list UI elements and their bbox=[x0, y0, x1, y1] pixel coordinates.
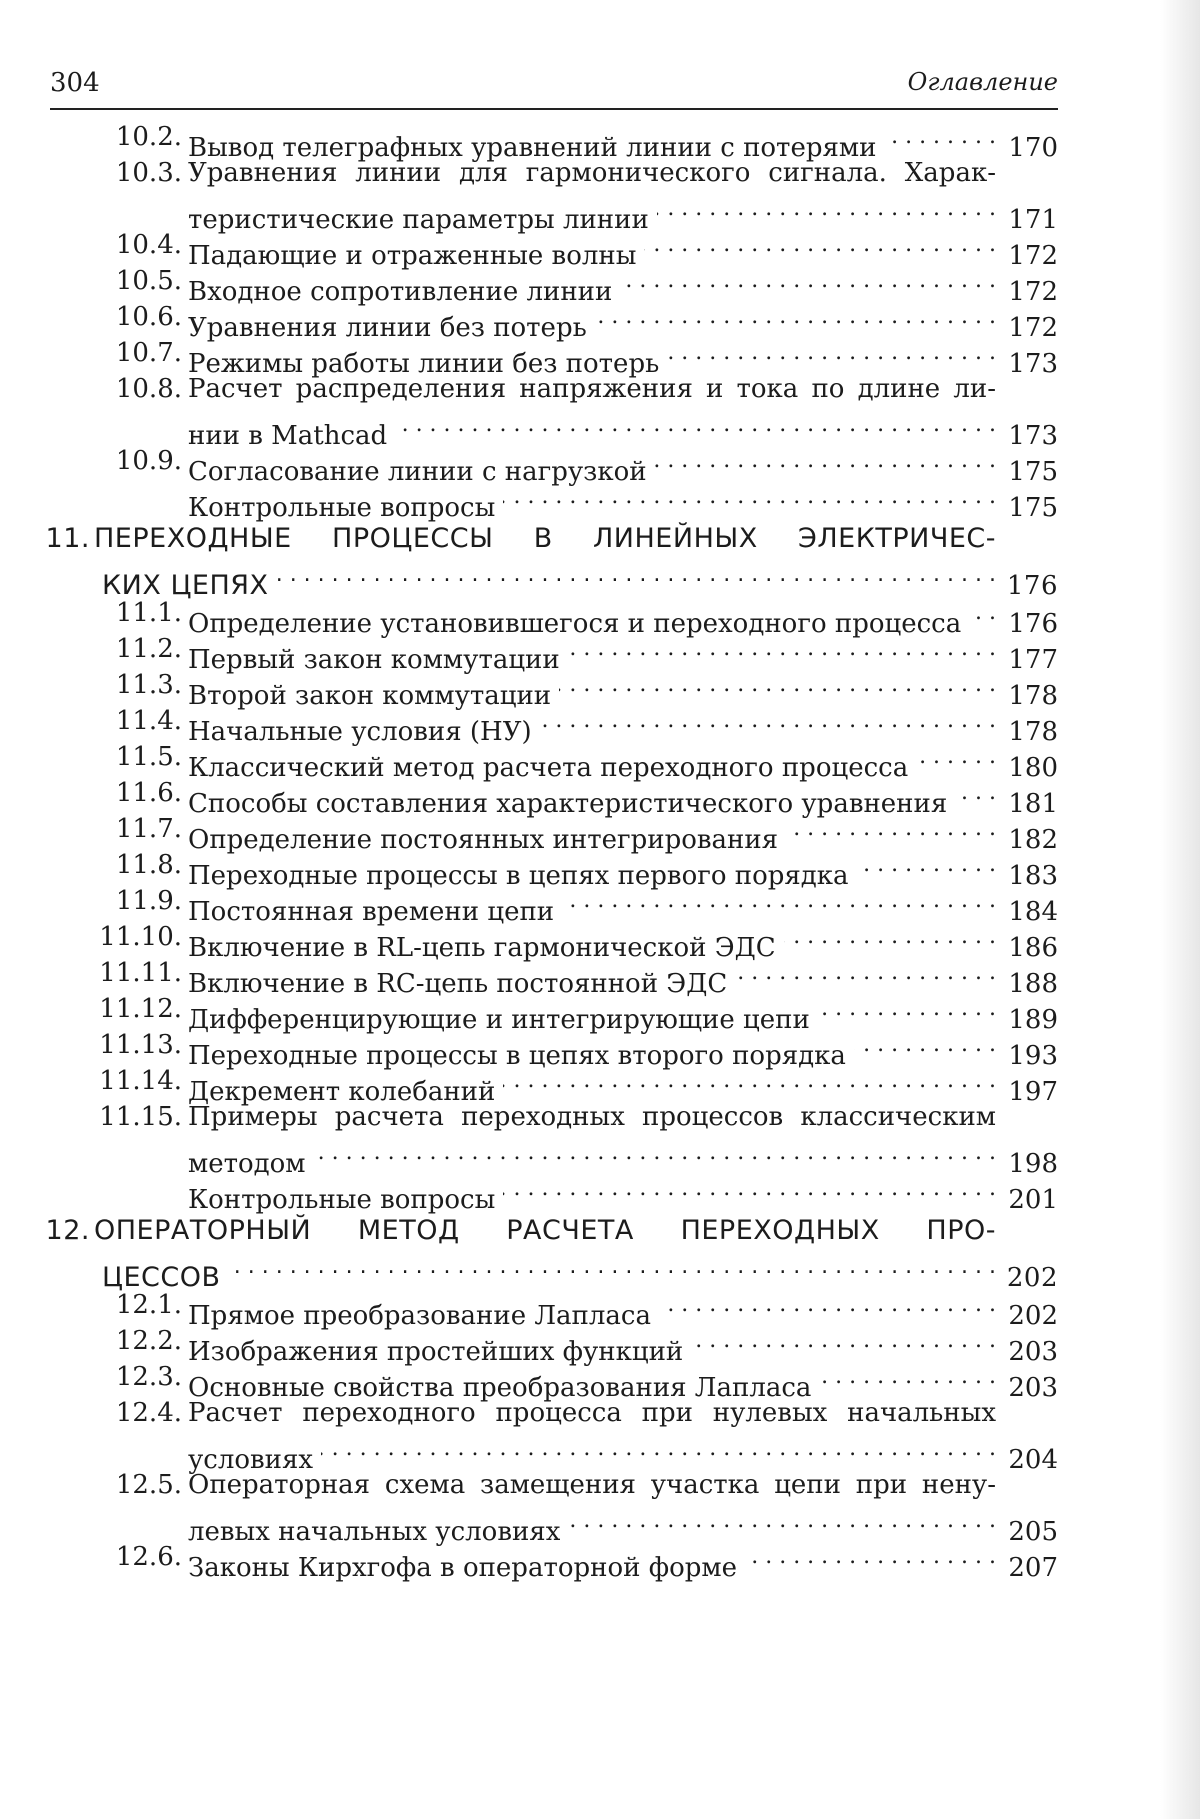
entry-page: 172 bbox=[1008, 241, 1058, 271]
header-rule bbox=[50, 108, 1058, 110]
section-number bbox=[50, 1286, 182, 1324]
section-number bbox=[50, 118, 182, 156]
toc-line bbox=[188, 370, 996, 408]
number-text: 11. bbox=[45, 523, 90, 554]
entry-page: 175 bbox=[1008, 493, 1058, 523]
number-text: 12.2. bbox=[115, 1326, 182, 1356]
toc-line bbox=[94, 1212, 996, 1250]
dot-leader bbox=[969, 594, 996, 632]
entry-title: Декремент колебаний bbox=[188, 1077, 496, 1107]
dot-leader bbox=[620, 262, 996, 300]
dot-leader bbox=[540, 702, 996, 740]
number-text: 11.9. bbox=[115, 886, 182, 916]
dot-leader bbox=[819, 1358, 996, 1396]
entry-title: ОПЕРАТОРНЫЙ МЕТОД РАСЧЕТА ПЕРЕХОДНЫХ ПРО- bbox=[94, 1215, 996, 1246]
entry-page: 183 bbox=[1008, 861, 1058, 891]
page-number: 304 bbox=[50, 68, 100, 98]
section-number bbox=[50, 1538, 182, 1576]
toc-line bbox=[188, 738, 1058, 783]
entry-page: 182 bbox=[1008, 825, 1058, 855]
section-number bbox=[50, 702, 182, 740]
toc-line bbox=[188, 1322, 1058, 1367]
toc-line bbox=[188, 442, 1058, 487]
dot-leader bbox=[229, 1248, 996, 1286]
entry-title: Режимы работы линии без потерь bbox=[188, 349, 660, 379]
entry-title: Расчет переходного процесса при нулевых начальных bbox=[188, 1398, 996, 1428]
entry-page: 176 bbox=[1006, 571, 1058, 601]
dot-leader bbox=[655, 442, 996, 480]
toc-line bbox=[188, 1358, 1058, 1403]
number-text: 11.8. bbox=[115, 850, 182, 880]
entry-page: 203 bbox=[1008, 1337, 1058, 1367]
entry-page: 172 bbox=[1008, 313, 1058, 343]
dot-leader bbox=[857, 846, 996, 884]
toc-line bbox=[188, 334, 1058, 379]
toc-line bbox=[188, 1466, 996, 1504]
toc-line bbox=[188, 1430, 1058, 1475]
entry-page: 186 bbox=[1008, 933, 1058, 963]
entry-title: Первый закон коммутации bbox=[188, 645, 560, 675]
entry-page: 193 bbox=[1008, 1041, 1058, 1071]
entry-page: 173 bbox=[1008, 421, 1058, 451]
toc-line bbox=[188, 1098, 996, 1136]
entry-title: Начальные условия (НУ) bbox=[188, 717, 532, 747]
dot-leader bbox=[314, 1134, 996, 1172]
toc-line bbox=[188, 882, 1058, 927]
toc-line bbox=[188, 298, 1058, 343]
entry-page: 207 bbox=[1008, 1553, 1058, 1583]
dot-leader bbox=[657, 190, 996, 228]
entry-title: Постоянная времени цепи bbox=[188, 897, 555, 927]
entry-title: нии в Mathcad bbox=[188, 421, 388, 451]
toc-line bbox=[188, 630, 1058, 675]
number-text: 10.6. bbox=[115, 302, 182, 332]
section-number bbox=[50, 262, 182, 300]
toc-line bbox=[188, 1538, 1058, 1583]
entry-page: 204 bbox=[1008, 1445, 1058, 1475]
entry-page: 178 bbox=[1008, 717, 1058, 747]
toc-line bbox=[188, 154, 996, 192]
number-text: 10.3. bbox=[115, 158, 182, 188]
dot-leader bbox=[568, 1502, 996, 1540]
dot-leader bbox=[786, 810, 996, 848]
number-text: 10.5. bbox=[115, 266, 182, 296]
number-text: 10.2. bbox=[115, 122, 182, 152]
number-text: 11.6. bbox=[115, 778, 182, 808]
entry-title: Падающие и отраженные волны bbox=[188, 241, 637, 271]
toc-line bbox=[188, 666, 1058, 711]
entry-page: 188 bbox=[1008, 969, 1058, 999]
entry-title: методом bbox=[188, 1149, 306, 1179]
toc-line bbox=[188, 810, 1058, 855]
number-text: 11.13. bbox=[99, 1030, 182, 1060]
entry-title: Включение в RC-цепь постоянной ЭДС bbox=[188, 969, 728, 999]
dot-leader bbox=[884, 118, 996, 156]
toc-line bbox=[188, 594, 1058, 639]
section-number bbox=[50, 594, 182, 632]
entry-title: Прямое преобразование Лапласа bbox=[188, 1301, 651, 1331]
section-number bbox=[50, 1098, 182, 1136]
dot-leader bbox=[595, 298, 996, 336]
running-header bbox=[50, 68, 1058, 108]
number-text: 11.10. bbox=[99, 922, 182, 952]
toc-line bbox=[188, 262, 1058, 307]
number-text: 10.8. bbox=[115, 374, 182, 404]
toc-line bbox=[188, 226, 1058, 271]
number-text: 11.12. bbox=[99, 994, 182, 1024]
dot-leader bbox=[559, 666, 996, 704]
number-text: 10.4. bbox=[115, 230, 182, 260]
dot-leader bbox=[916, 738, 996, 776]
number-text: 12. bbox=[45, 1215, 90, 1246]
number-text: 12.1. bbox=[115, 1290, 182, 1320]
number-text: 12.3. bbox=[115, 1362, 182, 1392]
section-number bbox=[50, 630, 182, 668]
entry-title: ПЕРЕХОДНЫЕ ПРОЦЕССЫ В ЛИНЕЙНЫХ ЭЛЕКТРИЧЕС- bbox=[94, 523, 996, 554]
toc-line bbox=[188, 406, 1058, 451]
toc-line bbox=[188, 478, 1058, 523]
dot-leader bbox=[745, 1538, 996, 1576]
entry-page: 198 bbox=[1008, 1149, 1058, 1179]
entry-title: Переходные процессы в цепях первого порядка bbox=[188, 861, 849, 891]
toc-line bbox=[188, 1026, 1058, 1071]
entry-page: 189 bbox=[1008, 1005, 1058, 1035]
entry-title: Переходные процессы в цепях второго порядка bbox=[188, 1041, 846, 1071]
entry-page: 181 bbox=[1008, 789, 1058, 819]
number-text: 11.15. bbox=[99, 1102, 182, 1132]
number-text: 11.7. bbox=[115, 814, 182, 844]
section-number bbox=[50, 442, 182, 480]
toc-line bbox=[188, 918, 1058, 963]
entry-page: 180 bbox=[1008, 753, 1058, 783]
toc-line bbox=[188, 1502, 1058, 1547]
number-text: 12.4. bbox=[115, 1398, 182, 1428]
entry-page: 202 bbox=[1008, 1301, 1058, 1331]
toc-line bbox=[188, 190, 1058, 235]
number-text: 11.3. bbox=[115, 670, 182, 700]
entry-title: Дифференцирующие и интегрирующие цепи bbox=[188, 1005, 810, 1035]
dot-leader bbox=[691, 1322, 996, 1360]
dot-leader bbox=[503, 1062, 996, 1100]
toc-line bbox=[188, 846, 1058, 891]
section-number bbox=[50, 774, 182, 812]
toc-line bbox=[188, 1394, 996, 1432]
section-number bbox=[50, 738, 182, 776]
entry-title: Уравнения линии без потерь bbox=[188, 313, 587, 343]
entry-page: 205 bbox=[1008, 1517, 1058, 1547]
entry-title: Законы Кирхгофа в операторной форме bbox=[188, 1553, 737, 1583]
number-text: 11.11. bbox=[99, 958, 182, 988]
section-number bbox=[50, 954, 182, 992]
dot-leader bbox=[503, 1170, 996, 1208]
entry-title: Вывод телеграфных уравнений линии с потерями bbox=[188, 133, 877, 163]
entry-page: 175 bbox=[1008, 457, 1058, 487]
dot-leader bbox=[955, 774, 996, 812]
entry-page: 171 bbox=[1008, 205, 1058, 235]
toc-line bbox=[188, 1134, 1058, 1179]
dot-leader bbox=[784, 918, 996, 956]
section-number bbox=[50, 666, 182, 704]
number-text: 11.14. bbox=[99, 1066, 182, 1096]
number-text: 11.2. bbox=[115, 634, 182, 664]
section-number bbox=[50, 1322, 182, 1360]
section-number bbox=[50, 1394, 182, 1432]
toc-line bbox=[102, 556, 1058, 601]
entry-page: 177 bbox=[1008, 645, 1058, 675]
dot-leader bbox=[277, 556, 996, 594]
dot-leader bbox=[854, 1026, 996, 1064]
entry-page: 184 bbox=[1008, 897, 1058, 927]
section-number bbox=[50, 154, 182, 192]
toc-line bbox=[188, 118, 1058, 163]
entry-title: Операторная схема замещения участка цепи при нену- bbox=[188, 1470, 996, 1500]
entry-title: Определение установившегося и переходного процесса bbox=[188, 609, 962, 639]
section-number bbox=[50, 1026, 182, 1064]
entry-title: Уравнения линии для гармонического сигнала. Харак- bbox=[188, 158, 996, 188]
dot-leader bbox=[568, 630, 996, 668]
toc-line bbox=[188, 774, 1058, 819]
running-title: Оглавление bbox=[907, 68, 1058, 96]
toc-line bbox=[188, 1170, 1058, 1215]
entry-page: 201 bbox=[1008, 1185, 1058, 1215]
section-number bbox=[50, 1062, 182, 1100]
page-edge-shadow bbox=[1160, 0, 1200, 1819]
entry-page: 173 bbox=[1008, 349, 1058, 379]
entry-title: Входное сопротивление линии bbox=[188, 277, 613, 307]
entry-page: 176 bbox=[1008, 609, 1058, 639]
section-number bbox=[50, 918, 182, 956]
section-number bbox=[50, 882, 182, 920]
entry-title: Основные свойства преобразования Лапласа bbox=[188, 1373, 812, 1403]
entry-page: 170 bbox=[1008, 133, 1058, 163]
toc-line bbox=[188, 1062, 1058, 1107]
entry-page: 178 bbox=[1008, 681, 1058, 711]
entry-title: Включение в RL-цепь гармонической ЭДС bbox=[188, 933, 776, 963]
dot-leader bbox=[321, 1430, 996, 1468]
entry-title: ЦЕССОВ bbox=[102, 1262, 221, 1293]
section-number bbox=[50, 1358, 182, 1396]
entry-title: Согласование линии с нагрузкой bbox=[188, 457, 647, 487]
section-number bbox=[50, 334, 182, 372]
section-number bbox=[50, 226, 182, 264]
dot-leader bbox=[395, 406, 996, 444]
toc-line bbox=[188, 1286, 1058, 1331]
dot-leader bbox=[818, 990, 996, 1028]
toc-line bbox=[102, 1248, 1058, 1293]
toc-line bbox=[188, 990, 1058, 1035]
entry-title: Изображения простейших функций bbox=[188, 1337, 684, 1367]
section-number bbox=[50, 990, 182, 1028]
entry-title: Контрольные вопросы bbox=[188, 1185, 496, 1215]
number-text: 10.9. bbox=[115, 446, 182, 476]
number-text: 11.4. bbox=[115, 706, 182, 736]
entry-title: Классический метод расчета переходного процесса bbox=[188, 753, 909, 783]
section-number bbox=[50, 298, 182, 336]
entry-title: Контрольные вопросы bbox=[188, 493, 496, 523]
dot-leader bbox=[562, 882, 996, 920]
toc-line bbox=[188, 954, 1058, 999]
toc-line bbox=[188, 702, 1058, 747]
chapter-number bbox=[45, 1212, 90, 1250]
entry-title: Второй закон коммутации bbox=[188, 681, 552, 711]
entry-page: 172 bbox=[1008, 277, 1058, 307]
number-text: 12.6. bbox=[115, 1542, 182, 1572]
entry-title: условиях bbox=[188, 1445, 314, 1475]
toc-line bbox=[94, 520, 996, 558]
number-text: 11.5. bbox=[115, 742, 182, 772]
section-number bbox=[50, 1466, 182, 1504]
number-text: 12.5. bbox=[115, 1470, 182, 1500]
entry-title: левых начальных условиях bbox=[188, 1517, 561, 1547]
number-text: 11.1. bbox=[115, 598, 182, 628]
dot-leader bbox=[667, 334, 996, 372]
entry-title: КИХ ЦЕПЯХ bbox=[102, 570, 269, 601]
section-number bbox=[50, 370, 182, 408]
entry-page: 202 bbox=[1006, 1263, 1058, 1293]
entry-title: Способы составления характеристического уравнения bbox=[188, 789, 948, 819]
section-number bbox=[50, 846, 182, 884]
entry-page: 197 bbox=[1008, 1077, 1058, 1107]
dot-leader bbox=[503, 478, 996, 516]
entry-title: Расчет распределения напряжения и тока по длине ли- bbox=[188, 374, 996, 404]
dot-leader bbox=[644, 226, 996, 264]
section-number bbox=[50, 810, 182, 848]
entry-title: Примеры расчета переходных процессов классическим bbox=[188, 1102, 996, 1132]
entry-title: Определение постоянных интегрирования bbox=[188, 825, 779, 855]
dot-leader bbox=[659, 1286, 996, 1324]
number-text: 10.7. bbox=[115, 338, 182, 368]
entry-title: теристические параметры линии bbox=[188, 205, 649, 235]
entry-page: 203 bbox=[1008, 1373, 1058, 1403]
chapter-number bbox=[45, 520, 90, 558]
dot-leader bbox=[735, 954, 996, 992]
